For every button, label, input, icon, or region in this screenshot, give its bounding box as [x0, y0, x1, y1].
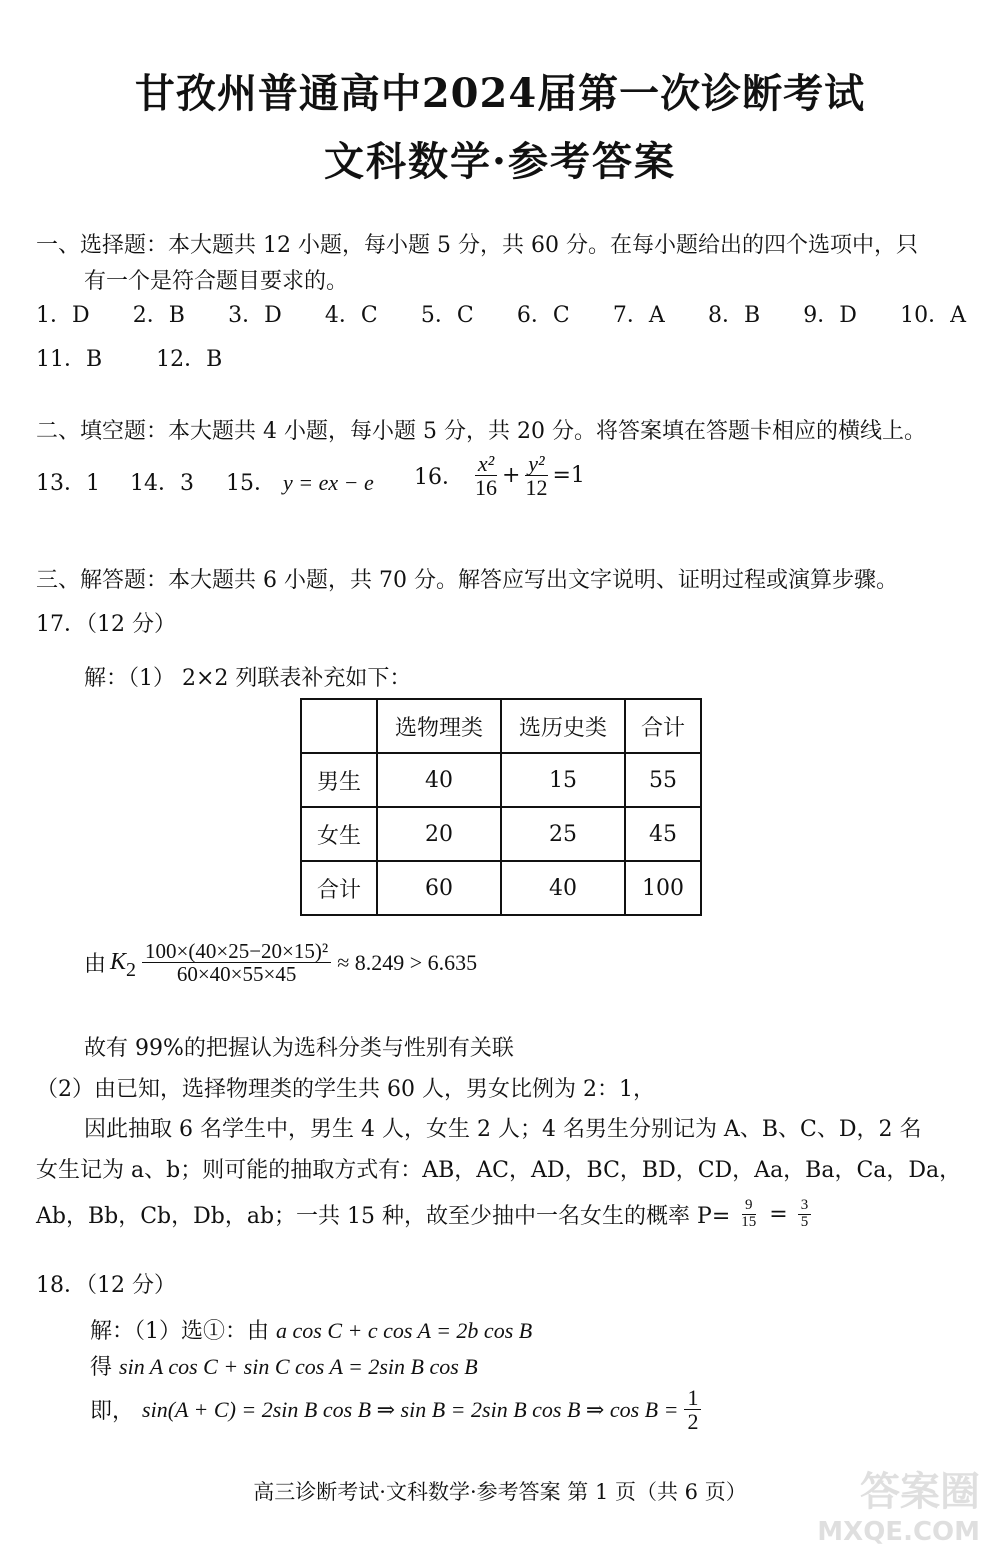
table-row — [301, 807, 701, 861]
q17-intro: 解：（1） 2×2 列联表补充如下： — [84, 666, 412, 691]
p-frac2-denominator: 5 — [800, 1213, 809, 1230]
table-header-cell: 合计 — [625, 699, 701, 753]
q18-line1-prefix: 解：（1）选①：由 — [90, 1319, 269, 1344]
watermark-text-top: 答案圈 — [860, 1469, 980, 1515]
fill-answer-14: 14．3 — [130, 471, 194, 496]
answer-12: 12．B — [156, 347, 223, 372]
watermark-text-bottom: MXQE.COM — [817, 1517, 980, 1547]
answer-11: 11．B — [36, 347, 103, 372]
answer-5: 5．C — [420, 303, 474, 328]
table-row-label: 男生 — [301, 753, 377, 807]
section1-heading-cont: 有一个是符合题目要求的。 — [84, 269, 349, 294]
table-cell — [301, 699, 377, 753]
fill-answer-16 — [414, 452, 585, 499]
q16-frac2-denominator: 12 — [525, 475, 548, 501]
page-title: 甘孜州普通高中2024届第一次诊断考试 — [134, 70, 866, 117]
answer-6: 6．C — [516, 303, 570, 328]
answer-10: 10．A — [900, 303, 966, 328]
table-cell: 100 — [625, 861, 701, 915]
q17-part2-line4 — [36, 1198, 811, 1231]
table-cell: 40 — [377, 753, 501, 807]
q17-part2-line3: 女生记为 a、b；则可能的抽取方式有：AB，AC，AD，BC，BD，CD，Aa，Ba，Ca，Da， — [36, 1158, 962, 1183]
answer-9: 9．D — [803, 303, 857, 328]
k2-subscript: 2 — [126, 959, 137, 982]
q18-line3 — [90, 1386, 701, 1433]
fill-answer-15 — [226, 466, 374, 497]
table-cell: 20 — [377, 807, 501, 861]
table-header-cell: 选历史类 — [501, 699, 625, 753]
choice-answers-row1 — [36, 298, 966, 329]
table-header-row — [301, 699, 701, 753]
table-row-label: 女生 — [301, 807, 377, 861]
answer-7: 7．A — [612, 303, 665, 328]
k2-denominator: 60×40×55×45 — [176, 962, 297, 987]
q16-label: 16． — [414, 465, 464, 491]
answer-2: 2．B — [132, 303, 185, 328]
answer-4: 4．C — [324, 303, 378, 328]
q16-frac1-numerator: x² — [475, 452, 497, 476]
k2-result: ≈ 8.249 > 6.635 — [337, 949, 478, 975]
k2-formula — [84, 940, 477, 985]
k2-symbol: K — [110, 949, 127, 976]
k2-numerator: 100×(40×25−20×15)² — [142, 940, 331, 963]
k2-fraction — [142, 940, 331, 985]
p-frac1-numerator: 9 — [742, 1198, 756, 1215]
p-equals: = — [769, 1201, 788, 1227]
k2-prefix: 由 — [84, 952, 107, 978]
q16-frac1-denominator: 16 — [475, 475, 497, 501]
q15-label: 15． — [226, 471, 276, 496]
contingency-table — [300, 698, 702, 916]
q18-frac-denominator: 2 — [687, 1409, 699, 1435]
p-frac2-numerator: 3 — [798, 1198, 812, 1215]
q18-line1 — [90, 1314, 532, 1345]
q18-line2-expression: sin A cos C + sin C cos A = 2sin B cos B — [119, 1354, 478, 1379]
q17-part2-line1: （2）由已知，选择物理类的学生共 60 人，男女比例为 2：1， — [36, 1077, 655, 1102]
table-cell: 40 — [501, 861, 625, 915]
table-row-label: 合计 — [301, 861, 377, 915]
probability-fraction-2 — [798, 1198, 812, 1231]
q17-title: 17．（12 分） — [36, 612, 176, 637]
q18-frac-numerator: 1 — [684, 1386, 701, 1410]
answer-3: 3．D — [228, 303, 282, 328]
page-footer: 高三诊断考试·文科数学·参考答案 第 1 页（共 6 页） — [253, 1480, 747, 1504]
table-cell: 45 — [625, 807, 701, 861]
q16-fraction-y — [522, 452, 550, 499]
q18-line3-expression: sin(A + C) = 2sin B cos B ⇒ sin B = 2sin B cos B ⇒ cos B = — [142, 1396, 679, 1422]
q17-probability-text: Ab，Bb，Cb，Db，ab；一共 15 种，故至少抽中一名女生的概率 P= — [36, 1203, 731, 1229]
q18-line1-expression: a cos C + c cos A = 2b cos B — [276, 1318, 533, 1343]
q18-title: 18．（12 分） — [36, 1273, 176, 1298]
section1-heading: 一、选择题：本大题共 12 小题，每小题 5 分，共 60 分。在每小题给出的四个选项中，只 — [36, 233, 918, 258]
q16-fraction-x — [472, 452, 500, 499]
q15-expression: y = ex − e — [283, 470, 374, 495]
answer-8: 8．B — [707, 303, 761, 328]
q18-line3-prefix: 即， — [90, 1399, 135, 1425]
q16-rhs: =1 — [552, 463, 585, 489]
watermark-logo — [750, 1460, 980, 1547]
q16-plus: + — [502, 463, 521, 489]
table-cell: 15 — [501, 753, 625, 807]
table-row — [301, 861, 701, 915]
table-cell: 25 — [501, 807, 625, 861]
q18-fraction-half — [684, 1386, 701, 1433]
q17-part2-line2: 因此抽取 6 名学生中，男生 4 人，女生 2 人；4 名男生分别记为 A、B、C、D，2 名 — [84, 1117, 922, 1142]
page-subtitle: 文科数学·参考答案 — [324, 138, 676, 185]
table-cell: 60 — [377, 861, 501, 915]
choice-answers-row2 — [36, 342, 222, 373]
section2-heading: 二、填空题：本大题共 4 小题，每小题 5 分，共 20 分。将答案填在答题卡相应的横线上。 — [36, 419, 926, 444]
q18-line2 — [90, 1350, 478, 1381]
q17-conclusion: 故有 99%的把握认为选科分类与性别有关联 — [84, 1036, 514, 1061]
fill-answer-13: 13．1 — [36, 471, 100, 496]
q18-line2-prefix: 得 — [90, 1355, 113, 1380]
section3-heading: 三、解答题：本大题共 6 小题，共 70 分。解答应写出文字说明、证明过程或演算步骤。 — [36, 568, 898, 593]
p-frac1-denominator: 15 — [741, 1213, 757, 1230]
q16-frac2-numerator: y² — [525, 452, 547, 476]
table-header-cell: 选物理类 — [377, 699, 501, 753]
table-row — [301, 753, 701, 807]
answer-1: 1．D — [36, 303, 90, 328]
probability-fraction-1 — [738, 1198, 759, 1231]
table-cell: 55 — [625, 753, 701, 807]
